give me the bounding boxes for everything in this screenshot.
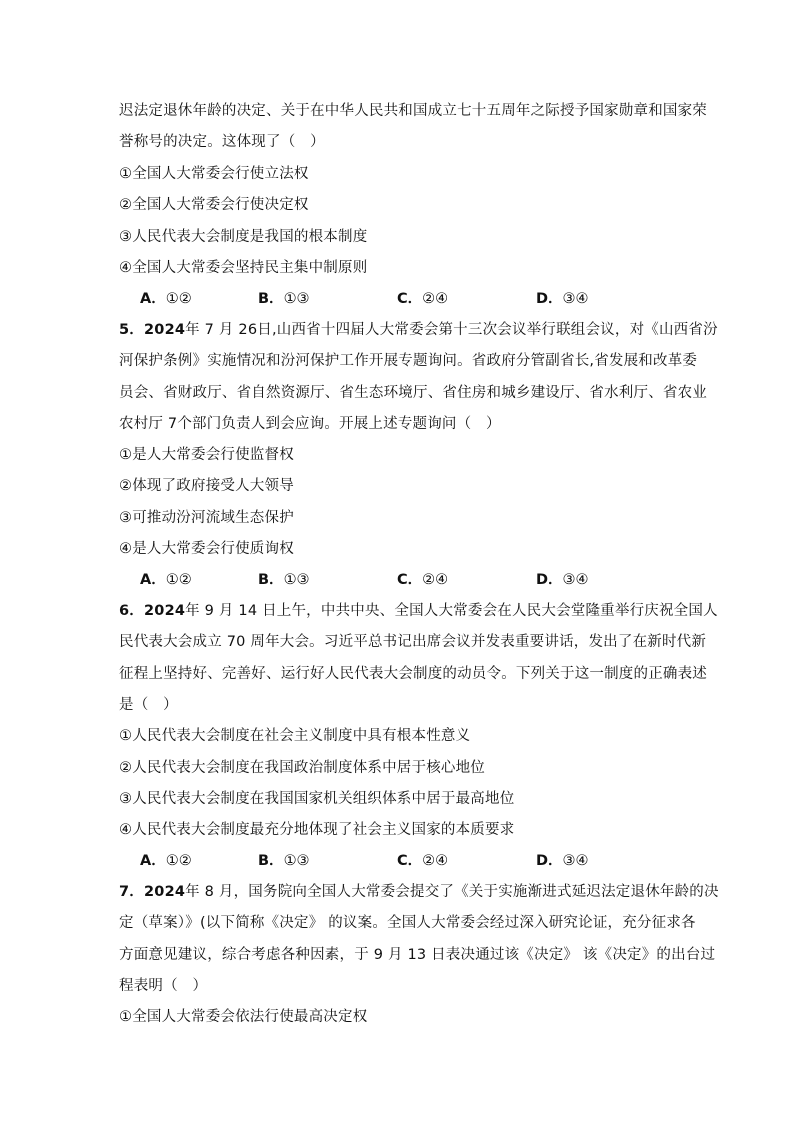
option-letter: D． xyxy=(536,572,563,588)
question-6-option-a[interactable] xyxy=(140,851,192,871)
question-7-number: 7．2024 xyxy=(119,884,186,900)
question-5-stem-line-2: 河保护条例》实施情况和汾河保护工作开展专题询问。省政府分管副省长,省发展和改革委 xyxy=(119,353,698,369)
question-6-stem-line-2: 民代表大会成立 70 周年大会。习近平总书记出席会议并发表重要讲话，发出了在新时代新 xyxy=(119,634,707,650)
question-4-item-1: ①全国人大常委会行使立法权 xyxy=(119,166,309,182)
question-5-option-c[interactable] xyxy=(397,570,448,590)
question-6-stem-line-3: 征程上坚持好、完善好、运行好人民代表大会制度的动员令。下列关于这一制度的正确表述 xyxy=(119,666,707,682)
question-5-item-4: ④是人大常委会行使质询权 xyxy=(119,541,294,557)
question-5-item-3: ③可推动汾河流域生态保护 xyxy=(119,510,294,526)
option-text: ②④ xyxy=(422,291,449,307)
question-6-item-1: ①人民代表大会制度在社会主义制度中具有根本性意义 xyxy=(119,728,471,744)
option-text: ③④ xyxy=(562,572,589,588)
option-letter: B． xyxy=(258,853,284,869)
option-letter: C． xyxy=(397,572,423,588)
question-6-stem-line-1 xyxy=(119,601,718,621)
question-7-item-1: ①全国人大常委会依法行使最高决定权 xyxy=(119,1009,368,1025)
question-4-item-2: ②全国人大常委会行使决定权 xyxy=(119,197,309,213)
question-4-option-b[interactable] xyxy=(258,289,310,309)
question-5-stem-line-3: 员会、省财政厅、省自然资源厅、省生态环境厅、省住房和城乡建设厅、省水利厅、省农业 xyxy=(119,385,707,401)
question-5-stem-line-1 xyxy=(119,320,718,340)
question-4-option-c[interactable] xyxy=(397,289,448,309)
option-text: ②④ xyxy=(422,572,449,588)
question-4-stem-line-2: 誉称号的决定。这体现了（ ） xyxy=(119,134,325,150)
question-7-stem-line-3: 方面意见建议，综合考虑各种因素，于 9 月 13 日表决通过该《决定》 该《决定》的出台过 xyxy=(119,947,716,963)
option-text: ①② xyxy=(165,291,192,307)
option-text: ①② xyxy=(165,572,192,588)
question-4-item-3: ③人民代表大会制度是我国的根本制度 xyxy=(119,229,368,245)
question-7-stem-line-1 xyxy=(119,882,719,902)
question-7-stem-text: 年 8 月，国务院向全国人大常委会提交了《关于实施渐进式延迟法定退休年龄的决 xyxy=(185,884,719,900)
question-4-item-4: ④全国人大常委会坚持民主集中制原则 xyxy=(119,260,368,276)
question-6-option-c[interactable] xyxy=(397,851,448,871)
option-letter: C． xyxy=(397,291,423,307)
question-5-stem-line-4: 农村厅 7个部门负责人到会应询。开展上述专题询问（ ） xyxy=(119,416,501,432)
question-5-number: 5．2024 xyxy=(119,322,186,338)
option-text: ①③ xyxy=(283,291,310,307)
option-letter: A． xyxy=(140,291,166,307)
option-text: ②④ xyxy=(422,853,449,869)
option-text: ①③ xyxy=(283,853,310,869)
question-7-stem-line-2: 定（草案）》(以下简称《决定》 的议案。全国人大常委会经过深入研究论证，充分征求各 xyxy=(119,915,696,931)
option-letter: B． xyxy=(258,572,284,588)
question-7-stem-line-4: 程表明（ ） xyxy=(119,978,208,994)
option-letter: B． xyxy=(258,291,284,307)
option-text: ①③ xyxy=(283,572,310,588)
question-5-option-d[interactable] xyxy=(536,570,589,590)
option-letter: C． xyxy=(397,853,423,869)
question-4-option-a[interactable] xyxy=(140,289,192,309)
question-6-item-4: ④人民代表大会制度最充分地体现了社会主义国家的本质要求 xyxy=(119,822,515,838)
question-6-option-d[interactable] xyxy=(536,851,589,871)
option-letter: A． xyxy=(140,853,166,869)
question-5-item-2: ②体现了政府接受人大领导 xyxy=(119,478,294,494)
question-5-item-1: ①是人大常委会行使监督权 xyxy=(119,447,294,463)
option-text: ③④ xyxy=(562,291,589,307)
option-letter: D． xyxy=(536,853,563,869)
question-6-option-b[interactable] xyxy=(258,851,310,871)
question-4-option-d[interactable] xyxy=(536,289,589,309)
question-6-stem-line-4: 是（ ） xyxy=(119,697,178,713)
question-4-stem-line-1: 迟法定退休年龄的决定、关于在中华人民共和国成立七十五周年之际授予国家勋章和国家荣 xyxy=(119,103,707,119)
option-letter: A． xyxy=(140,572,166,588)
question-6-stem-text: 年 9 月 14 日上午，中共中央、全国人大常委会在人民大会堂隆重举行庆祝全国人 xyxy=(185,603,718,619)
question-5-stem-text: 年 7 月 26日,山西省十四届人大常委会第十三次会议举行联组会议，对《山西省汾 xyxy=(185,322,718,338)
question-6-number: 6．2024 xyxy=(119,603,186,619)
question-5-option-a[interactable] xyxy=(140,570,192,590)
option-letter: D． xyxy=(536,291,563,307)
question-5-option-b[interactable] xyxy=(258,570,310,590)
option-text: ①② xyxy=(165,853,192,869)
question-6-item-2: ②人民代表大会制度在我国政治制度体系中居于核心地位 xyxy=(119,760,485,776)
question-6-item-3: ③人民代表大会制度在我国国家机关组织体系中居于最高地位 xyxy=(119,791,515,807)
option-text: ③④ xyxy=(562,853,589,869)
